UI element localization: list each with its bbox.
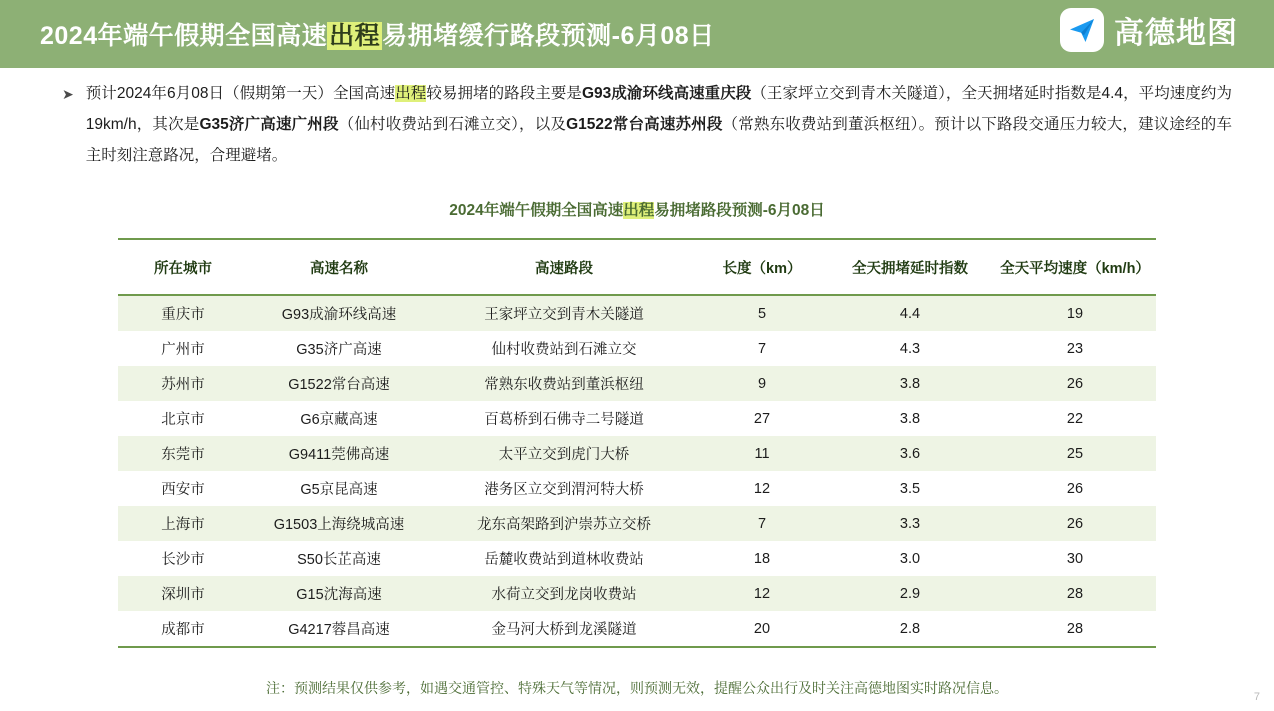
cell-segment: 港务区立交到渭河特大桥 [484,482,644,498]
table-row [118,295,1156,331]
cell-segment: 仙村收费站到石滩立交 [491,342,637,358]
intro-highlight-1: 出程 [395,85,427,102]
table-row [118,576,1156,611]
cell-segment: 常熟东收费站到董浜枢纽 [430,366,698,401]
cell-delay-index: 2.9 [826,576,994,611]
cell-delay-index: 4.3 [899,340,921,357]
cell-delay-index: 3.0 [899,550,921,567]
cell-avg-speed: 30 [1066,550,1084,567]
cell-segment: 水荷立交到龙岗收费站 [430,576,698,611]
table-row [118,506,1156,541]
column-header-segment: 高速路段 [430,239,698,295]
intro-text [86,78,1232,171]
intro-bold-1: G93成渝环线高速重庆段 [581,85,752,102]
cell-city: 东莞市 [118,436,248,471]
brand-logo [1060,8,1238,52]
page-number: 7 [1253,691,1260,703]
cell-delay-index: 3.6 [826,436,994,471]
congestion-table [118,238,1156,648]
cell-highway-name: G6京藏高速 [300,412,378,428]
table-caption [0,198,1274,220]
cell-highway-name: G1522常台高速 [248,366,430,401]
column-header-highway-name: 高速名称 [248,239,430,295]
table-caption-part2: 易拥堵路段预测-6月08日 [654,202,825,219]
cell-city: 成都市 [118,611,248,647]
cell-length: 7 [757,340,767,357]
cell-city: 上海市 [118,506,248,541]
column-header-city: 所在城市 [118,239,248,295]
table-row [118,541,1156,576]
cell-length: 20 [698,611,826,647]
cell-delay-index: 4.4 [826,295,994,331]
cell-city: 广州市 [161,342,205,358]
cell-segment: 金马河大桥到龙溪隧道 [430,611,698,647]
column-header-avg-speed: 全天平均速度（km/h） [994,239,1156,295]
cell-segment: 王家坪立交到青木关隧道 [430,295,698,331]
amap-paperplane-icon [1060,8,1104,52]
cell-city: 西安市 [161,482,205,498]
cell-avg-speed: 23 [1066,340,1084,357]
cell-segment: 岳麓收费站到道林收费站 [484,552,644,568]
table-row [118,611,1156,647]
cell-city: 北京市 [161,412,205,428]
page-title-highlight: 出程 [329,22,381,50]
brand-name: 高德地图 [1114,17,1238,50]
table-row [118,366,1156,401]
intro-bold-2: G35济广高速广州段 [199,116,339,133]
table-header-row [118,239,1156,295]
table-caption-part1: 2024年端午假期全国高速 [449,202,624,219]
cell-length: 18 [753,550,771,567]
cell-highway-name: G1503上海绕城高速 [248,506,430,541]
cell-segment: 百葛桥到石佛寺二号隧道 [484,412,644,428]
table-row [118,471,1156,506]
cell-highway-name: G15沈海高速 [248,576,430,611]
column-header-delay-index: 全天拥堵延时指数 [826,239,994,295]
cell-length: 27 [753,410,771,427]
cell-segment: 龙东高架路到沪崇苏立交桥 [430,506,698,541]
cell-avg-speed: 28 [994,611,1156,647]
column-header-length: 长度（km） [698,239,826,295]
cell-highway-name: G93成渝环线高速 [248,295,430,331]
cell-avg-speed: 19 [994,295,1156,331]
cell-highway-name: G9411莞佛高速 [248,436,430,471]
intro-seg5: （常熟东收费站到董浜枢纽）。预计以下路段交通压力较大，建议途经的车主时刻注意路况，合理避堵。 [85,116,1232,164]
cell-avg-speed: 25 [994,436,1156,471]
intro-paragraph [62,78,1232,171]
cell-avg-speed: 26 [1066,480,1084,497]
intro-seg4: （仙村收费站到石滩立交），以及 [338,116,567,133]
cell-delay-index: 3.5 [899,480,921,497]
cell-segment: 太平立交到虎门大桥 [430,436,698,471]
footer-note: 注：预测结果仅供参考，如遇交通管控、特殊天气等情况，则预测无效，提醒公众出行及时关注高德地图实时路况信息。 [266,680,1008,696]
cell-length: 5 [698,295,826,331]
intro-seg2: 较易拥堵的路段主要是 [426,85,582,102]
table-row [118,331,1156,366]
cell-city: 苏州市 [118,366,248,401]
cell-avg-speed: 26 [994,366,1156,401]
cell-highway-name: G4217蓉昌高速 [248,611,430,647]
cell-city: 重庆市 [118,295,248,331]
page-title-part2: 易拥堵缓行路段预测-6月08日 [382,22,715,50]
cell-highway-name: S50长芷高速 [297,552,381,568]
cell-city: 深圳市 [118,576,248,611]
bullet-arrow-icon: ➤ [62,86,74,102]
cell-avg-speed: 26 [994,506,1156,541]
cell-delay-index: 3.3 [826,506,994,541]
cell-length: 11 [698,436,826,471]
slide-header [0,0,1274,68]
page-title-part1: 2024年端午假期全国高速 [40,22,328,50]
table-header [118,239,1156,295]
intro-bold-3: G1522常台高速苏州段 [566,116,723,133]
table-row [118,436,1156,471]
page-title [40,16,715,52]
table-body [118,295,1156,647]
cell-delay-index: 3.8 [899,410,921,427]
table-row [118,401,1156,436]
cell-highway-name: G35济广高速 [296,342,382,358]
table-caption-highlight: 出程 [623,202,655,219]
intro-seg3: （王家坪立交到青木关隧道），全天拥堵延时指数是4.4，平均速度约为19km/h，其次是 [85,85,1232,133]
intro-seg1: 预计2024年6月08日（假期第一天）全国高速 [85,85,396,102]
cell-highway-name: G5京昆高速 [300,482,378,498]
cell-length: 7 [698,506,826,541]
cell-city: 长沙市 [161,552,205,568]
cell-delay-index: 2.8 [826,611,994,647]
cell-length: 12 [753,480,771,497]
cell-length: 12 [698,576,826,611]
cell-avg-speed: 22 [1066,410,1084,427]
cell-length: 9 [698,366,826,401]
cell-avg-speed: 28 [994,576,1156,611]
cell-delay-index: 3.8 [826,366,994,401]
